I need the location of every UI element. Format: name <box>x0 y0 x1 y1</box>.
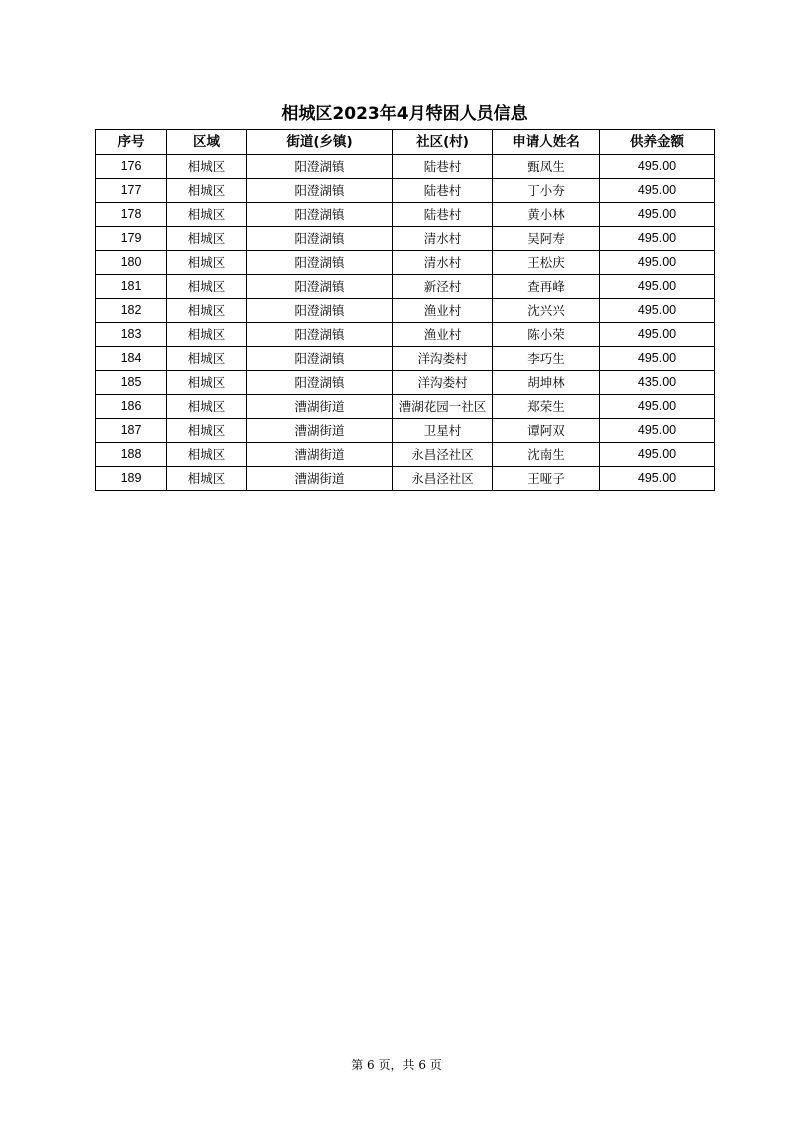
cell-street: 阳澄湖镇 <box>247 227 393 251</box>
cell-amount: 495.00 <box>600 323 715 347</box>
cell-applicant: 甄凤生 <box>493 155 600 179</box>
cell-amount: 495.00 <box>600 347 715 371</box>
cell-seq: 189 <box>96 467 167 491</box>
header-seq: 序号 <box>96 130 167 155</box>
cell-community: 清水村 <box>393 227 493 251</box>
cell-applicant: 沈南生 <box>493 443 600 467</box>
cell-community: 陆巷村 <box>393 203 493 227</box>
cell-amount: 435.00 <box>600 371 715 395</box>
cell-district: 相城区 <box>167 227 247 251</box>
cell-seq: 188 <box>96 443 167 467</box>
cell-seq: 185 <box>96 371 167 395</box>
header-applicant: 申请人姓名 <box>493 130 600 155</box>
cell-applicant: 查再峰 <box>493 275 600 299</box>
cell-amount: 495.00 <box>600 275 715 299</box>
cell-amount: 495.00 <box>600 179 715 203</box>
cell-seq: 181 <box>96 275 167 299</box>
cell-seq: 179 <box>96 227 167 251</box>
cell-seq: 182 <box>96 299 167 323</box>
cell-street: 阳澄湖镇 <box>247 155 393 179</box>
cell-street: 阳澄湖镇 <box>247 251 393 275</box>
table-row <box>96 227 715 251</box>
table-row <box>96 155 715 179</box>
cell-community: 卫星村 <box>393 419 493 443</box>
cell-applicant: 丁小夯 <box>493 179 600 203</box>
cell-applicant: 吴阿寿 <box>493 227 600 251</box>
header-district: 区域 <box>167 130 247 155</box>
cell-seq: 186 <box>96 395 167 419</box>
table-row <box>96 323 715 347</box>
cell-street: 阳澄湖镇 <box>247 371 393 395</box>
table-row <box>96 443 715 467</box>
cell-district: 相城区 <box>167 155 247 179</box>
cell-seq: 180 <box>96 251 167 275</box>
table-row <box>96 203 715 227</box>
table-row <box>96 251 715 275</box>
cell-street: 阳澄湖镇 <box>247 275 393 299</box>
cell-amount: 495.00 <box>600 155 715 179</box>
cell-applicant: 郑荣生 <box>493 395 600 419</box>
cell-applicant: 李巧生 <box>493 347 600 371</box>
cell-applicant: 王松庆 <box>493 251 600 275</box>
cell-district: 相城区 <box>167 299 247 323</box>
cell-community: 陆巷村 <box>393 179 493 203</box>
cell-district: 相城区 <box>167 203 247 227</box>
cell-district: 相城区 <box>167 347 247 371</box>
cell-seq: 184 <box>96 347 167 371</box>
table-row <box>96 347 715 371</box>
table-body <box>96 155 715 491</box>
cell-community: 陆巷村 <box>393 155 493 179</box>
cell-street: 阳澄湖镇 <box>247 323 393 347</box>
cell-street: 漕湖街道 <box>247 467 393 491</box>
table-row <box>96 395 715 419</box>
cell-amount: 495.00 <box>600 395 715 419</box>
page-number-footer: 第 6 页，共 6 页 <box>351 1058 442 1072</box>
cell-district: 相城区 <box>167 395 247 419</box>
cell-applicant: 谭阿双 <box>493 419 600 443</box>
header-amount: 供养金额 <box>600 130 715 155</box>
cell-seq: 187 <box>96 419 167 443</box>
table-header-row <box>96 130 715 155</box>
document-title: 相城区2023年4月特困人员信息 <box>281 104 528 124</box>
cell-district: 相城区 <box>167 275 247 299</box>
cell-community: 新泾村 <box>393 275 493 299</box>
relief-recipients-table <box>95 129 715 491</box>
cell-district: 相城区 <box>167 443 247 467</box>
cell-applicant: 沈兴兴 <box>493 299 600 323</box>
cell-seq: 183 <box>96 323 167 347</box>
cell-community: 清水村 <box>393 251 493 275</box>
cell-seq: 177 <box>96 179 167 203</box>
cell-community: 洋沟娄村 <box>393 371 493 395</box>
cell-seq: 176 <box>96 155 167 179</box>
cell-district: 相城区 <box>167 467 247 491</box>
cell-community: 渔业村 <box>393 299 493 323</box>
cell-amount: 495.00 <box>600 299 715 323</box>
cell-district: 相城区 <box>167 251 247 275</box>
cell-community: 渔业村 <box>393 323 493 347</box>
table-row <box>96 275 715 299</box>
header-community: 社区(村) <box>393 130 493 155</box>
table-row <box>96 299 715 323</box>
cell-street: 漕湖街道 <box>247 443 393 467</box>
cell-amount: 495.00 <box>600 419 715 443</box>
cell-district: 相城区 <box>167 371 247 395</box>
cell-district: 相城区 <box>167 419 247 443</box>
cell-district: 相城区 <box>167 179 247 203</box>
cell-district: 相城区 <box>167 323 247 347</box>
cell-amount: 495.00 <box>600 251 715 275</box>
cell-applicant: 陈小荣 <box>493 323 600 347</box>
table-row <box>96 371 715 395</box>
cell-amount: 495.00 <box>600 443 715 467</box>
table-row <box>96 419 715 443</box>
header-street: 街道(乡镇) <box>247 130 393 155</box>
cell-community: 永昌泾社区 <box>393 467 493 491</box>
table-row <box>96 179 715 203</box>
table-row <box>96 467 715 491</box>
cell-amount: 495.00 <box>600 227 715 251</box>
cell-street: 漕湖街道 <box>247 419 393 443</box>
cell-amount: 495.00 <box>600 467 715 491</box>
cell-community: 永昌泾社区 <box>393 443 493 467</box>
cell-seq: 178 <box>96 203 167 227</box>
cell-amount: 495.00 <box>600 203 715 227</box>
cell-street: 阳澄湖镇 <box>247 203 393 227</box>
cell-street: 阳澄湖镇 <box>247 179 393 203</box>
cell-applicant: 黄小林 <box>493 203 600 227</box>
cell-street: 阳澄湖镇 <box>247 347 393 371</box>
cell-community: 漕湖花园一社区 <box>393 395 493 419</box>
cell-street: 漕湖街道 <box>247 395 393 419</box>
cell-street: 阳澄湖镇 <box>247 299 393 323</box>
cell-applicant: 王哑子 <box>493 467 600 491</box>
cell-applicant: 胡坤林 <box>493 371 600 395</box>
cell-community: 洋沟娄村 <box>393 347 493 371</box>
